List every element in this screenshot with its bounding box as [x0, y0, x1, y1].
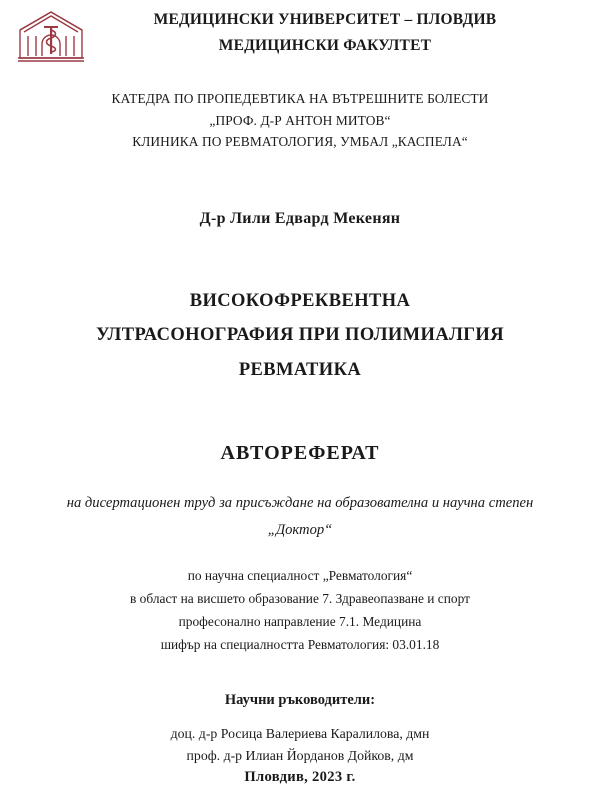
supervisor-2: проф. д-р Илиан Йорданов Дойков, дм	[186, 748, 414, 764]
specialty-block	[0, 564, 600, 656]
title-line-3: РЕВМАТИКА	[238, 359, 362, 380]
department-block	[0, 88, 600, 153]
department-line-2: „ПРОФ. Д-Р АНТОН МИТОВ“	[209, 112, 391, 128]
dissertation-title	[0, 284, 600, 387]
degree-label: „Доктор“	[267, 522, 333, 539]
document-header	[0, 0, 600, 70]
department-line-3: КЛИНИКА ПО РЕВМАТОЛОГИЯ, УМБАЛ „КАСПЕЛА“	[132, 134, 468, 150]
title-line-2: УЛТРАСОНОГРАФИЯ ПРИ ПОЛИМИАЛГИЯ	[96, 325, 504, 346]
specialty-line-3: професонално направление 7.1. Медицина	[178, 613, 422, 629]
title-line-1: ВИСОКОФРЕКВЕНТНА	[189, 291, 411, 312]
subtitle-line: на дисертационен труд за присъждане на образователна и научна степен	[66, 494, 534, 511]
document-type: АВТОРЕФЕРАТ	[220, 441, 380, 464]
department-line-1: КАТЕДРА ПО ПРОПЕДЕВТИКА НА ВЪТРЕШНИТЕ БОЛЕСТИ	[111, 91, 489, 106]
university-name: МЕДИЦИНСКИ УНИВЕРСИТЕТ – ПЛОВДИВ	[153, 11, 497, 28]
university-crest-icon	[14, 6, 88, 64]
university-heading	[0, 8, 600, 58]
author-name: Д-р Лили Едвард Мекенян	[199, 210, 401, 228]
faculty-name: МЕДИЦИНСКИ ФАКУЛТЕТ	[218, 37, 432, 55]
place-and-year: Пловдив, 2023 г.	[244, 769, 356, 785]
document-subtitle	[0, 491, 600, 544]
specialty-line-1: по научна специалност „Ревматология“	[187, 567, 413, 583]
specialty-line-4: шифър на специалността Ревматология: 03.01.18	[160, 636, 440, 652]
supervisors-label: Научни ръководители:	[224, 692, 376, 709]
specialty-line-2: в област на висшето образование 7. Здравеопазване и спорт	[130, 590, 470, 606]
supervisors-list	[0, 723, 600, 768]
supervisor-1: доц. д-р Росица Валериева Каралилова, дмн	[170, 726, 430, 742]
